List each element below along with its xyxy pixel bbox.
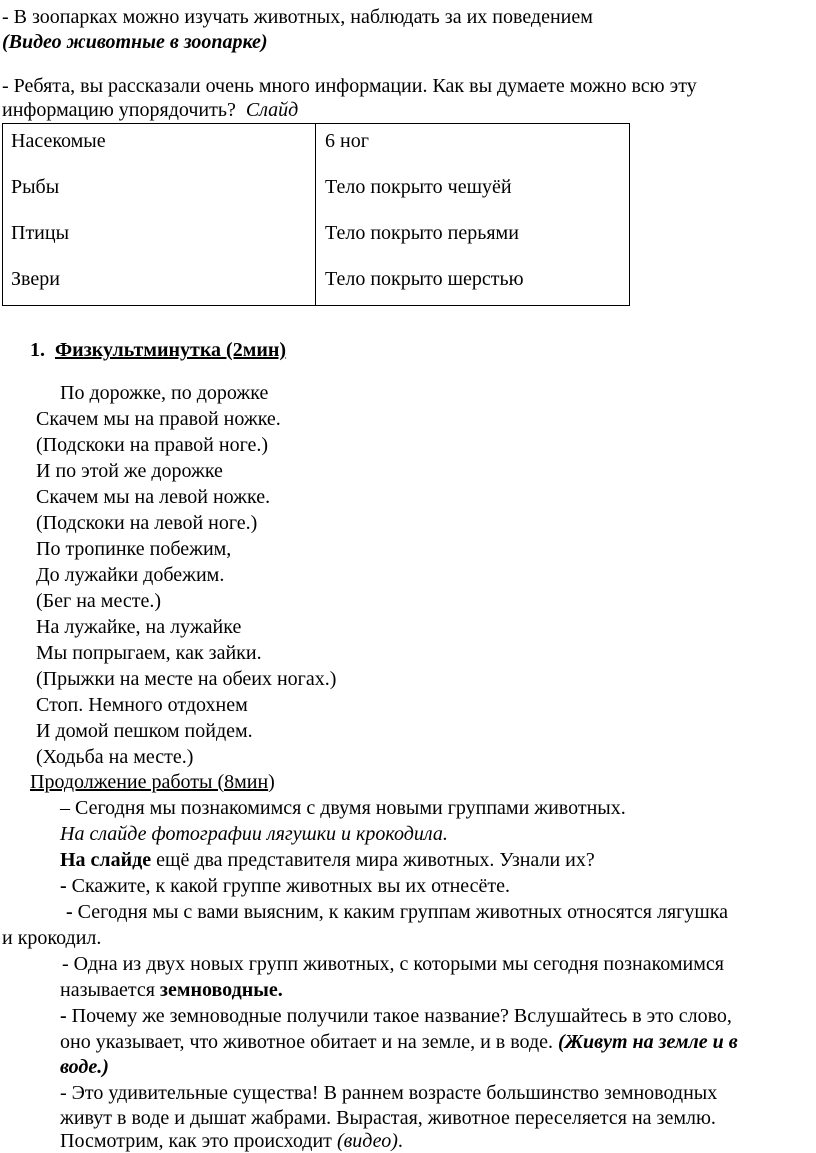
- poem-line: Мы попрыгаем, как зайки.: [36, 642, 262, 664]
- paragraph-text: ещё два представителя мира животных. Узнали их?: [151, 849, 595, 871]
- paragraph-text: Посмотрим, как это происходит: [60, 1130, 337, 1152]
- continuation-heading: [30, 770, 275, 794]
- section-number: 1.: [30, 339, 45, 361]
- table-cell-group: Насекомые: [11, 130, 106, 152]
- paragraph-text: .: [397, 1130, 403, 1152]
- poem-line: По тропинке побежим,: [36, 538, 232, 560]
- paragraph-line: [60, 848, 595, 872]
- term-amphibians: земноводные.: [159, 979, 283, 1001]
- table-cell-feature: Тело покрыто чешуёй: [325, 176, 512, 198]
- question-text: информацию упорядочить?: [2, 99, 236, 121]
- answer-note-end: воде.): [60, 1056, 109, 1078]
- slide-note: Слайд: [245, 99, 299, 121]
- question-line-2: [2, 98, 298, 122]
- poem-line: (Подскоки на правой ноге.): [36, 434, 269, 456]
- poem-line: По дорожке, по дорожке: [60, 382, 269, 404]
- paragraph-line: – Сегодня мы познакомимся с двумя новыми группами животных.: [60, 797, 626, 819]
- dash-mark: -: [60, 875, 67, 897]
- poem-line: И по этой же дорожке: [36, 460, 223, 482]
- table-cell-group: Звери: [11, 268, 60, 290]
- paragraph-line: - Это удивительные существа! В раннем возрасте большинство земноводных: [60, 1082, 718, 1104]
- dash-mark: -: [60, 1005, 67, 1027]
- table-cell-group: Рыбы: [11, 176, 60, 198]
- table-cell-group: Птицы: [11, 222, 70, 244]
- paragraph-line: [66, 900, 728, 924]
- paragraph-line: [60, 1129, 403, 1153]
- paragraph-text: оно указывает, что животное обитает и на земле, и в воде.: [60, 1031, 559, 1053]
- paragraph-text: Сегодня мы с вами выясним, к каким группам животных относятся лягушка: [72, 901, 729, 923]
- continuation-heading-text: Продолжение работы (8мин: [30, 771, 269, 793]
- poem-line: До лужайки добежим.: [36, 564, 225, 586]
- section-heading: [30, 338, 286, 362]
- paragraph-line: - Одна из двух новых групп животных, с которыми мы сегодня познакомимся: [62, 953, 724, 975]
- paragraph-line: На слайде фотографии лягушки и крокодила.: [60, 823, 448, 845]
- poem-line: (Бег на месте.): [36, 590, 161, 612]
- table-cell-feature: 6 ног: [325, 130, 369, 152]
- dash-mark: -: [66, 901, 73, 923]
- table-cell-feature: Тело покрыто перьями: [325, 222, 519, 244]
- table-cell-feature: Тело покрыто шерстью: [325, 268, 524, 290]
- poem-line: (Ходьба на месте.): [36, 746, 194, 768]
- poem-line: И домой пешком пойдем.: [36, 720, 253, 742]
- question-line-1: - Ребята, вы рассказали очень много информации. Как вы думаете можно всю эту: [2, 75, 697, 97]
- poem-line: Стоп. Немного отдохнем: [36, 694, 248, 716]
- answer-note: (Живут на земле и в: [558, 1031, 738, 1053]
- poem-line: (Прыжки на месте на обеих ногах.): [36, 668, 337, 690]
- poem-line: На лужайке, на лужайке: [36, 616, 242, 638]
- paragraph-line: [60, 978, 283, 1002]
- paragraph-line: [60, 1004, 732, 1028]
- continuation-heading-tail: ): [268, 771, 275, 793]
- poem-line: Скачем мы на левой ножке.: [36, 486, 271, 508]
- video-note: (видео): [336, 1130, 398, 1152]
- paragraph-line: живут в воде и дышат жабрами. Вырастая, животное переселяется на землю.: [60, 1107, 716, 1129]
- paragraph-line: [60, 1030, 738, 1054]
- paragraph-text: Почему же земноводные получили такое название? Вслушайтесь в это слово,: [66, 1005, 732, 1027]
- intro-line: - В зоопарках можно изучать животных, наблюдать за их поведением: [2, 6, 593, 28]
- animal-groups-table: [2, 123, 630, 306]
- paragraph-line: [60, 874, 510, 898]
- paragraph-text: называется: [60, 979, 160, 1001]
- bold-text: На слайде: [60, 849, 152, 871]
- paragraph-line: и крокодил.: [2, 927, 102, 949]
- poem-line: (Подскоки на левой ноге.): [36, 512, 258, 534]
- table-column-divider: [315, 124, 316, 305]
- video-note: (Видео животные в зоопарке): [2, 31, 268, 53]
- section-title: Физкультминутка (2мин): [55, 339, 287, 361]
- poem-line: Скачем мы на правой ножке.: [36, 408, 281, 430]
- paragraph-text: Скажите, к какой группе животных вы их отнесёте.: [66, 875, 511, 897]
